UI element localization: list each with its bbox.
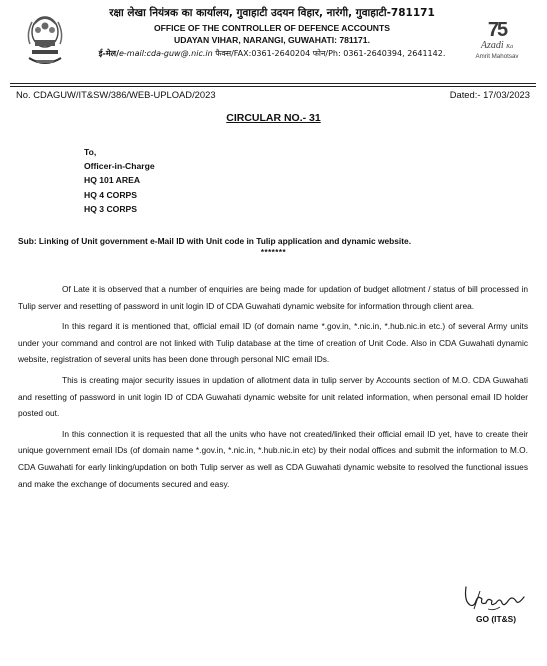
addressee-to: To, — [84, 147, 97, 157]
body-paragraph: This is creating major security issues in updation of allotment data in tulip server by Accounts section of M.O. CDA Guwahati and resetting of password in unit login ID of CDA Guwahati dynamic website for unit related information, when personal email ID holder posted out. — [18, 374, 528, 419]
subject-line: Sub: Linking of Unit government e-Mail ID with Unit code in Tulip application and dynamic website. — [18, 236, 412, 246]
body-paragraph: In this connection it is requested that all the units who have not created/linked their official email ID yet, have to create their unique government email IDs (of domain name *.gov.in, *.nic.in, *.hub.nic.in etc) by their nodal offices and submit the information to M.O. CDA Guwahati for early linking/updation on both Tulip server as well as CDA Guwahati dynamic website to resolved the functional issues and make the exchange of documents secured and easy. — [18, 428, 528, 489]
office-address: UDAYAN VIHAR, NARANGI, GUWAHATI: 781171. — [174, 35, 370, 45]
office-title: OFFICE OF THE CONTROLLER OF DEFENCE ACCOUNTS — [153, 23, 390, 33]
body-paragraph: Of Late it is observed that a number of enquiries are being made for updation of budget allotment / status of bill processed in Tulip server and resetting of password in unit login ID of CDA Guwahati dynamic website for information through client area. — [18, 284, 528, 311]
handwritten-signature — [460, 583, 530, 613]
office-title-hindi: रक्षा लेखा नियंत्रक का कार्यालय, गुवाहाटी उदयन विहार, नारंगी, गुवाहाटी-781171 — [109, 7, 435, 19]
body-paragraph: In this regard it is mentioned that, official email ID (of domain name *.gov.in, *.nic.in, *.hub.nic.in etc.) of several Army units under your command and control are not linked with Tulip database at the time of creation of Unit Code. Also in CDA Guwahati dynamic website, registration of several units has been done through personal NIC email IDs. — [18, 321, 528, 365]
state-emblem-icon — [22, 10, 68, 68]
azadi-word: Azadi Ka — [480, 40, 514, 51]
azadi-ka-amrit-mahotsav-logo — [464, 20, 530, 70]
addressee-line: HQ 3 CORPS — [84, 203, 138, 214]
reference-line — [16, 89, 530, 100]
addressee-line: Officer-in-Charge — [84, 161, 155, 172]
email-link[interactable]: e-mail:cda-guw@.nic.in — [119, 49, 213, 58]
azadi-mark: 75 — [487, 19, 507, 41]
azadi-sub: Amrit Mahotsav — [475, 53, 519, 60]
addressee-line: HQ 4 CORPS — [84, 189, 138, 200]
office-heading — [72, 6, 472, 59]
reference-number: No. CDAGUW/IT&SW/386/WEB-UPLOAD/2023 — [16, 89, 216, 100]
office-contact — [72, 48, 472, 59]
header-divider-inner — [10, 86, 536, 87]
circular-title: CIRCULAR NO.- 31 — [226, 112, 321, 124]
letterhead — [20, 6, 530, 82]
header-divider — [10, 83, 536, 84]
reference-date: Dated:- 17/03/2023 — [449, 89, 530, 100]
addressee-block — [84, 145, 155, 216]
fax-phone: फैक्स/FAX:0361-2640204 फोन/Ph: 0361-2640394, 2641142. — [212, 49, 446, 58]
circular-body — [18, 281, 528, 496]
separator-stars: ******* — [260, 248, 287, 257]
addressee-line: HQ 101 AREA — [84, 175, 141, 186]
email-label: ई-मेल/ — [98, 49, 119, 58]
signatory-designation: GO (IT&S) — [476, 614, 517, 624]
